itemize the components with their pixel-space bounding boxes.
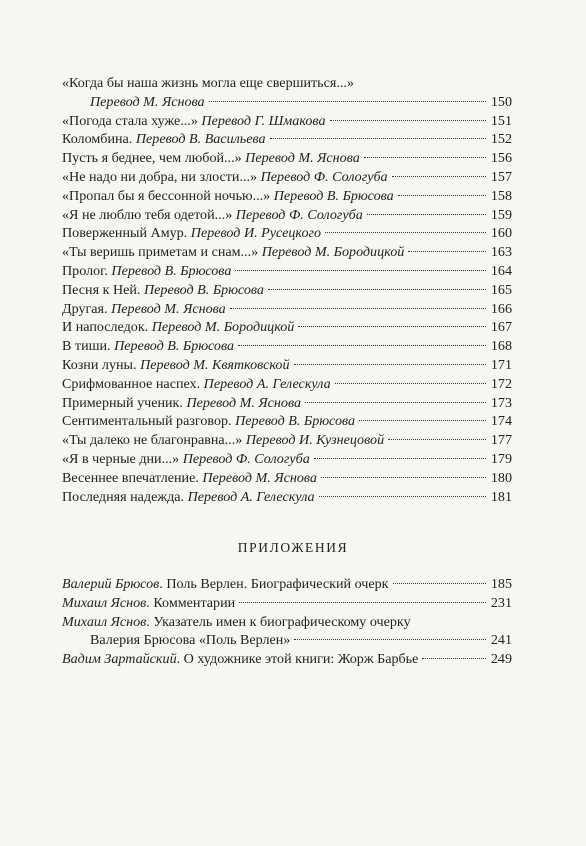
dot-leader [321, 476, 486, 478]
entry-author: Перевод В. Брюсова [114, 338, 235, 355]
entry-text: Последняя надежда. [62, 488, 188, 505]
page-number: 180 [490, 469, 512, 486]
dot-leader [270, 137, 486, 139]
entry-author: Перевод Ф. Сологуба [235, 206, 363, 223]
toc-entry [62, 149, 512, 168]
entry-title [62, 243, 404, 262]
entry-title [62, 613, 411, 632]
page-number: 179 [490, 450, 512, 467]
entry-title [90, 93, 205, 112]
toc-entry [62, 168, 512, 187]
entry-text: «Не надо ни добра, ни злости...» [62, 168, 261, 185]
dot-leader [335, 382, 486, 384]
page-number: 160 [490, 225, 512, 242]
entry-text: Другая. [62, 300, 112, 317]
entry-text: Примерный ученик. [62, 394, 187, 411]
dot-leader [314, 457, 486, 459]
dot-leader [393, 582, 487, 584]
toc-entry [62, 243, 512, 262]
toc-entry [62, 337, 512, 356]
entry-text: «Я в черные дни...» [62, 450, 183, 467]
entry-title [62, 394, 301, 413]
toc-entry [62, 412, 512, 431]
entry-title [62, 488, 315, 507]
entry-text: Срифмованное наспех. [62, 375, 204, 392]
entry-author: Перевод М. Бородицкой [151, 319, 295, 336]
entry-text: «Пропал бы я бессонной ночью...» [62, 187, 274, 204]
toc-entry [62, 394, 512, 413]
dot-leader [367, 213, 486, 215]
entry-text: . Комментарии [146, 594, 236, 611]
entry-author: Перевод Г. Шмакова [201, 112, 326, 129]
entry-title [62, 356, 290, 375]
entry-author: Перевод М. Яснова [90, 93, 205, 110]
dot-leader [325, 231, 486, 233]
page-number: 152 [490, 131, 512, 148]
entry-text: . Поль Верлен. Биографический очерк [159, 576, 389, 592]
entry-author: Перевод Ф. Сологуба [182, 450, 310, 467]
entry-text: «Когда бы наша жизнь могла еще свершиться...» [62, 75, 354, 91]
entry-title [62, 318, 294, 337]
page-number: 174 [490, 413, 512, 430]
toc-entry [62, 356, 512, 375]
page-number: 164 [490, 262, 512, 279]
entry-title [62, 281, 264, 300]
toc-entry [62, 613, 512, 632]
entry-text: И напоследок. [62, 319, 152, 336]
entry-author: Перевод А. Гелескула [203, 375, 331, 392]
page-number: 185 [490, 576, 512, 592]
toc-entry [62, 488, 512, 507]
toc-entry [62, 206, 512, 225]
entry-title [62, 431, 384, 450]
toc-entry [62, 300, 512, 319]
entry-title [62, 262, 231, 281]
page-number: 158 [490, 187, 512, 204]
page-number: 167 [490, 319, 512, 336]
entry-text: Сентиментальный разговор. [62, 413, 236, 430]
page-number: 168 [490, 338, 512, 355]
entry-text: . О художнике этой книги: Жорж Барбье [176, 651, 419, 668]
entry-author: Перевод В. Васильева [135, 131, 266, 148]
entry-author: Перевод А. Гелескула [187, 488, 315, 505]
page-number: 163 [490, 244, 512, 261]
dot-leader [235, 269, 486, 271]
dot-leader [319, 495, 486, 497]
dot-leader [330, 119, 487, 121]
dot-leader [305, 401, 486, 403]
toc-entry [62, 469, 512, 488]
toc-entry [62, 224, 512, 243]
dot-leader [294, 638, 486, 640]
entry-title [62, 450, 310, 469]
page-number: 249 [490, 651, 512, 668]
entry-author: Перевод В. Брюсова [143, 281, 264, 298]
toc-entry [62, 631, 512, 650]
entry-text: Коломбина. [62, 131, 136, 148]
entry-title [62, 149, 360, 168]
entry-title [62, 112, 326, 131]
toc-entry [62, 93, 512, 112]
entry-title [62, 206, 363, 225]
page-number: 151 [490, 112, 512, 129]
entry-title [62, 375, 331, 394]
entry-text: «Я не люблю тебя одетой...» [62, 206, 236, 223]
toc-entry [62, 431, 512, 450]
page-number: 166 [490, 300, 512, 317]
entry-text: Пусть я беднее, чем любой...» [62, 150, 246, 167]
entry-text: Поверженный Амур. [62, 225, 191, 242]
contents-list [62, 74, 512, 506]
entry-text: «Ты далеко не благонравна...» [62, 432, 246, 449]
entry-author: Перевод М. Яснова [111, 300, 226, 317]
toc-entry [62, 575, 512, 594]
dot-leader [298, 325, 486, 327]
toc-entry [62, 281, 512, 300]
dot-leader [268, 288, 486, 290]
entry-author: Вадим Зартайский [62, 651, 177, 668]
toc-entry [62, 112, 512, 131]
dot-leader [359, 419, 486, 421]
appendix-heading: ПРИЛОЖЕНИЯ [237, 540, 349, 555]
entry-text: Козни луны. [62, 356, 141, 373]
entry-author: Перевод В. Брюсова [273, 187, 394, 204]
entry-author: Михаил Яснов [62, 594, 147, 611]
toc-entry [62, 187, 512, 206]
entry-author: Перевод М. Яснова [245, 150, 360, 167]
entry-text: В тиши. [62, 338, 115, 355]
page-number: 159 [490, 206, 512, 223]
entry-author: Перевод В. Брюсова [111, 262, 232, 279]
entry-text: Весеннее впечатление. [62, 469, 203, 486]
entry-author: Перевод И. Русецкого [190, 225, 322, 242]
toc-entry [62, 130, 512, 149]
entry-title [62, 130, 266, 149]
entry-author: Михаил Яснов [62, 613, 147, 630]
page-number: 157 [490, 168, 512, 185]
toc-entry [62, 650, 512, 669]
dot-leader [422, 657, 486, 659]
entry-author: Валерий Брюсов [62, 576, 160, 592]
page-number: 156 [490, 150, 512, 167]
entry-text: «Погода стала хуже...» [62, 112, 202, 129]
appendix-list [62, 575, 512, 669]
toc-entry [62, 262, 512, 281]
entry-title [62, 300, 226, 319]
dot-leader [294, 363, 487, 365]
entry-text: Валерия Брюсова «Поль Верлен» [90, 632, 291, 649]
entry-title [62, 168, 388, 187]
entry-author: Перевод М. Яснова [202, 469, 317, 486]
entry-text: Песня к Ней. [62, 281, 144, 298]
page-number: 172 [490, 375, 512, 392]
page-number: 150 [490, 93, 512, 110]
dot-leader [209, 100, 486, 102]
dot-leader [388, 438, 486, 440]
entry-title [62, 594, 235, 613]
entry-text: . Указатель имен к биографическому очерку [146, 613, 411, 630]
entry-author: Перевод Ф. Сологуба [260, 168, 388, 185]
entry-title [62, 74, 354, 93]
page-number: 181 [490, 488, 512, 505]
entry-text: Пролог. [62, 262, 112, 279]
entry-author: Перевод И. Кузнецовой [245, 432, 385, 449]
dot-leader [230, 307, 486, 309]
page-number: 177 [490, 432, 512, 449]
entry-author: Перевод В. Брюсова [235, 413, 356, 430]
entry-title [62, 187, 394, 206]
toc-entry [62, 375, 512, 394]
dot-leader [238, 344, 486, 346]
page-number: 173 [490, 394, 512, 411]
entry-text: «Ты веришь приметам и снам...» [62, 244, 262, 261]
entry-author: Перевод М. Квятковской [140, 356, 290, 373]
entry-title [90, 631, 290, 650]
dot-leader [364, 156, 486, 158]
page-number: 231 [490, 594, 512, 611]
toc-entry [62, 318, 512, 337]
entry-title [62, 224, 321, 243]
entry-title [62, 412, 355, 431]
entry-author: Перевод М. Бородицкой [261, 244, 405, 261]
page-number: 171 [490, 356, 512, 373]
dot-leader [408, 250, 486, 252]
page-number: 241 [490, 632, 512, 649]
toc-entry [62, 74, 512, 93]
toc-entry [62, 594, 512, 613]
dot-leader [239, 601, 486, 603]
dot-leader [392, 175, 486, 177]
toc-entry [62, 450, 512, 469]
dot-leader [398, 194, 486, 196]
entry-title [62, 337, 234, 356]
page-number: 165 [490, 281, 512, 298]
entry-title [62, 575, 389, 594]
entry-title [62, 469, 317, 488]
entry-author: Перевод М. Яснова [186, 394, 302, 411]
entry-title [62, 650, 418, 669]
